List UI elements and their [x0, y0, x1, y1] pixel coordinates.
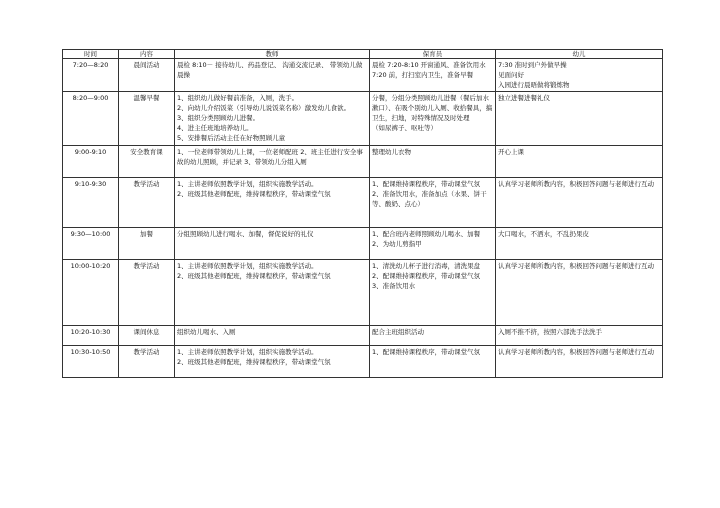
nurse-text-line: 晨检 7:20-8:10 开窗通风、准备饮用水 7:20 前，打扫室内卫生，准备早餐 — [372, 61, 486, 79]
table-row — [63, 346, 663, 378]
time-cell: 9:30—10:00 — [63, 228, 119, 260]
time-cell: 7:20—8:20 — [63, 59, 119, 92]
nurse-text-line: 2、为幼儿剪指甲 — [372, 240, 422, 248]
content-cell: 温馨早餐 — [119, 92, 175, 146]
child-cell — [496, 92, 663, 146]
teacher-text-line: 1、组织幼儿做好餐前准备，入厕，洗手。 — [177, 94, 299, 102]
nurse-text-line: （如尿裤子、呕吐等） — [372, 124, 437, 132]
teacher-text-line: 1、主讲老师依照教学计划，组织实施教学活动。 — [177, 348, 318, 356]
nurse-text-line: 整理幼儿衣物 — [372, 148, 411, 156]
child-text-line: 7:30 准时到户外做早操 — [498, 61, 567, 69]
teacher-text-line: 1、主讲老师依照教学计划，组织实施教学活动。 — [177, 180, 318, 188]
time-cell: 9:00-9:10 — [63, 146, 119, 178]
nurse-cell — [370, 178, 496, 228]
child-cell — [496, 146, 663, 178]
nurse-cell — [370, 59, 496, 92]
schedule-body — [63, 59, 663, 378]
table-row — [63, 326, 663, 346]
child-cell — [496, 326, 663, 346]
content-cell: 晨间活动 — [119, 59, 175, 92]
daily-schedule-table — [62, 49, 663, 378]
child-text-line: 独立进餐进餐礼仪 — [498, 94, 550, 102]
child-cell — [496, 59, 663, 92]
nurse-text-line: 分餐，分组分类照顾幼儿进餐（餐后加水漱口）、在吸个别幼儿入厕、收拾餐具，搞卫生，扫地，对特殊情况及时处理 — [372, 94, 493, 122]
header-nurse: 保育员 — [370, 50, 496, 59]
teacher-text-line: 4、进主任班地培养幼儿。 — [177, 124, 253, 132]
teacher-text-line: 1、一位老师带领幼儿上课，一位老师配班 2、班主任进行安全事故的幼儿照顾，并记录 3、带领幼儿分组入厕 — [177, 148, 363, 166]
child-cell — [496, 228, 663, 260]
teacher-text-line: 5、安排餐后活动主任在好物照顾儿童 — [177, 134, 286, 142]
content-cell: 教学活动 — [119, 178, 175, 228]
teacher-text-line: 组织幼儿喝水、入厕 — [177, 328, 236, 336]
nurse-text-line: 1、清洗幼儿杯子进行消毒，清洗果盘 — [372, 262, 481, 270]
content-cell: 教学活动 — [119, 346, 175, 378]
time-cell: 8:20—9:00 — [63, 92, 119, 146]
child-text-line: 入厕不推不挤，按照六部洗手法洗手 — [498, 328, 602, 336]
header-teacher: 教师 — [175, 50, 370, 59]
content-cell: 课间休息 — [119, 326, 175, 346]
teacher-text-line: 2、向幼儿介绍饭菜（引导幼儿说饭菜名称）激发幼儿食欲。 — [177, 104, 351, 112]
teacher-text-line: 1、主讲老师依照教学计划，组织实施教学活动。 — [177, 262, 318, 270]
table-row — [63, 178, 663, 228]
header-row — [63, 50, 663, 59]
nurse-cell — [370, 92, 496, 146]
child-cell — [496, 346, 663, 378]
teacher-text-line: 2、班级其他老师配班，维持课程秩序，带动课堂气氛 — [177, 190, 331, 198]
table-row — [63, 92, 663, 146]
header-content: 内容 — [119, 50, 175, 59]
nurse-cell — [370, 326, 496, 346]
header-child: 幼儿 — [496, 50, 663, 59]
teacher-text-line: 分组照顾幼儿进行喝水、加餐，督促说好的礼仪 — [177, 230, 314, 238]
teacher-text-line: 2、班级其他老师配班，维持课程秩序，带动课堂气氛 — [177, 272, 331, 280]
nurse-text-line: 2、准备饮用水，准备加点（水果、饼干等、酸奶、点心） — [372, 190, 487, 208]
nurse-text-line: 1、配合班内老师照顾幼儿喝水、加餐 — [372, 230, 481, 238]
nurse-text-line: 配合主班组织活动 — [372, 328, 424, 336]
header-time: 时间 — [63, 50, 119, 59]
teacher-cell — [175, 228, 370, 260]
child-cell — [496, 260, 663, 326]
nurse-cell — [370, 260, 496, 326]
time-cell: 10:00-10:20 — [63, 260, 119, 326]
table-row — [63, 228, 663, 260]
nurse-text-line: 3、准备饮用水 — [372, 282, 416, 290]
child-text-line: 大口喝水，不洒水，不乱扔果皮 — [498, 230, 589, 238]
content-cell: 加餐 — [119, 228, 175, 260]
child-text-line: 见面问好 — [498, 71, 524, 79]
child-text-line: 认真学习老师所教内容，积极回答问题与老师进行互动 — [498, 348, 654, 356]
teacher-cell — [175, 92, 370, 146]
time-cell: 10:30-10:50 — [63, 346, 119, 378]
child-text-line: 认真学习老师所教内容，积极回答问题与老师进行互动 — [498, 262, 654, 270]
teacher-text-line: 晨检 8:10－ 接待幼儿、药品登记、 沟通交流记录、 带领幼儿做晨操 — [177, 61, 363, 79]
time-cell: 10:20-10:30 — [63, 326, 119, 346]
table-row — [63, 59, 663, 92]
table-row — [63, 146, 663, 178]
teacher-text-line: 3、组织分类照顾幼儿进餐。 — [177, 114, 260, 122]
teacher-cell — [175, 146, 370, 178]
child-cell — [496, 178, 663, 228]
nurse-text-line: 1、配课维持课程秩序，带动课堂气氛 — [372, 348, 481, 356]
content-cell: 教学活动 — [119, 260, 175, 326]
content-cell: 安全教育课 — [119, 146, 175, 178]
teacher-cell — [175, 178, 370, 228]
table-row — [63, 260, 663, 326]
child-text-line: 认真学习老师所教内容，积极回答问题与老师进行互动 — [498, 180, 654, 188]
teacher-cell — [175, 59, 370, 92]
teacher-cell — [175, 326, 370, 346]
nurse-text-line: 2、配课维持课程秩序，带动课堂气氛 — [372, 272, 481, 280]
teacher-text-line: 2、班级其他老师配班，维持课程秩序，带动课堂气氛 — [177, 358, 331, 366]
time-cell: 9:10-9:30 — [63, 178, 119, 228]
nurse-cell — [370, 146, 496, 178]
teacher-cell — [175, 260, 370, 326]
nurse-cell — [370, 228, 496, 260]
nurse-cell — [370, 346, 496, 378]
nurse-text-line: 1、配课维持课程秩序，带动课堂气氛 — [372, 180, 481, 188]
child-text-line: 入园进行晨晤做将锻炼物 — [498, 81, 570, 89]
child-text-line: 开心上课 — [498, 148, 524, 156]
teacher-cell — [175, 346, 370, 378]
